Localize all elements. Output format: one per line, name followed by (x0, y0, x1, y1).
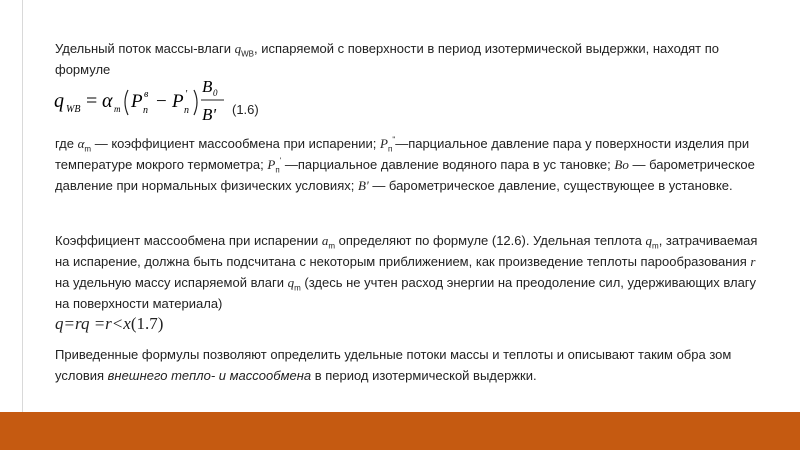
formula-num-b: B (202, 77, 213, 96)
text-run: Удельный поток массы-влаги (55, 41, 235, 56)
var-b: B' (357, 178, 369, 193)
var-qm-sub: m (294, 283, 301, 293)
var-r: r (750, 254, 756, 269)
var-p-sup: " (392, 135, 396, 145)
var-q-sub: WB (241, 49, 254, 59)
formula-p1-sup: в (144, 89, 149, 100)
text-run: Коэффициент массообмена при испарении (55, 233, 322, 248)
var-q-sub: m (652, 241, 659, 251)
text-run: , затрачиваемая на испарение, должна быть подсчитана с некоторым приближением, как произведение теплоты парообразования (55, 233, 758, 269)
formula-lhs: q (54, 90, 64, 112)
var-p: P (380, 136, 388, 151)
paren-right (194, 90, 197, 115)
var-bo: Во (614, 157, 629, 172)
formula-1-6-number: (1.6) (232, 102, 259, 117)
text-run: — барометрическое давление при нормальных физических условиях; (55, 157, 755, 193)
text-run: Приведенные формулы позволяют определить удельные потоки массы и теплоты и описывают таким обра зом условия (55, 347, 732, 383)
text-run: в период изотермической выдержки. (311, 368, 537, 383)
text-run: определяют по формуле (12.6). Удельная теплота (335, 233, 646, 248)
var-p2-sub: п (275, 165, 280, 175)
formula-den-b: B' (202, 105, 217, 124)
formula-1-7-text: q=rq =r<x (55, 314, 131, 333)
var-a: a (321, 233, 329, 248)
var-qm: q (287, 275, 295, 290)
text-run: — барометрическое давление, существующее в установке. (368, 178, 733, 193)
var-p2-sup: ' (279, 156, 282, 166)
formula-p2-sup: ' (185, 89, 188, 100)
formula-p1: P (131, 91, 143, 112)
formula-lhs-sub: WB (66, 104, 81, 115)
paren-left (125, 90, 128, 115)
formula-p2: P (172, 91, 184, 112)
formula-1-6-math (52, 72, 227, 132)
formula-alpha: α (102, 90, 113, 112)
formula-alpha-sub: m (114, 104, 121, 114)
text-run: — коэффициент массообмена при испарении; (91, 136, 381, 151)
text-run: где (55, 136, 78, 151)
formula-eq: = (86, 90, 98, 112)
paragraph-definitions (55, 133, 760, 196)
var-a-sub: m (328, 241, 336, 251)
slide-frame-line (22, 0, 23, 412)
var-q: q (234, 41, 242, 56)
paragraph-coefficient (55, 230, 760, 314)
var-alpha-sub: m (84, 144, 92, 154)
var-alpha: α (77, 136, 85, 151)
formula-1-7-number: (1.7) (130, 314, 164, 333)
text-run: —парциальное давление пара у поверхности изделия при температуре мокрого термометра; (55, 136, 750, 172)
emphasis-text: внешнего тепло- и массообмена (107, 368, 312, 383)
text-run: (здесь не учтен расход энергии на преодоление сил, удерживающих влагу на поверхности материала) (55, 275, 757, 311)
formula-1-7 (55, 314, 163, 334)
var-q: q (645, 233, 653, 248)
formula-minus: − (156, 91, 167, 112)
text-run: , испаряемой с поверхности в период изотермической выдержки, находят по формуле (55, 41, 720, 77)
formula-p2-sub: п (184, 105, 189, 116)
text-run: —парциальное давление водяного пара в ус тановке; (281, 157, 615, 172)
paragraph-conclusion (55, 344, 760, 386)
var-p2: P (267, 157, 276, 172)
var-p-sub: п (388, 144, 393, 154)
formula-p1-sub: п (143, 105, 148, 116)
text-run: на удельную массу испаряемой влаги (55, 275, 288, 290)
bottom-accent-bar (0, 412, 800, 450)
formula-num-b-sub: 0 (213, 88, 218, 98)
